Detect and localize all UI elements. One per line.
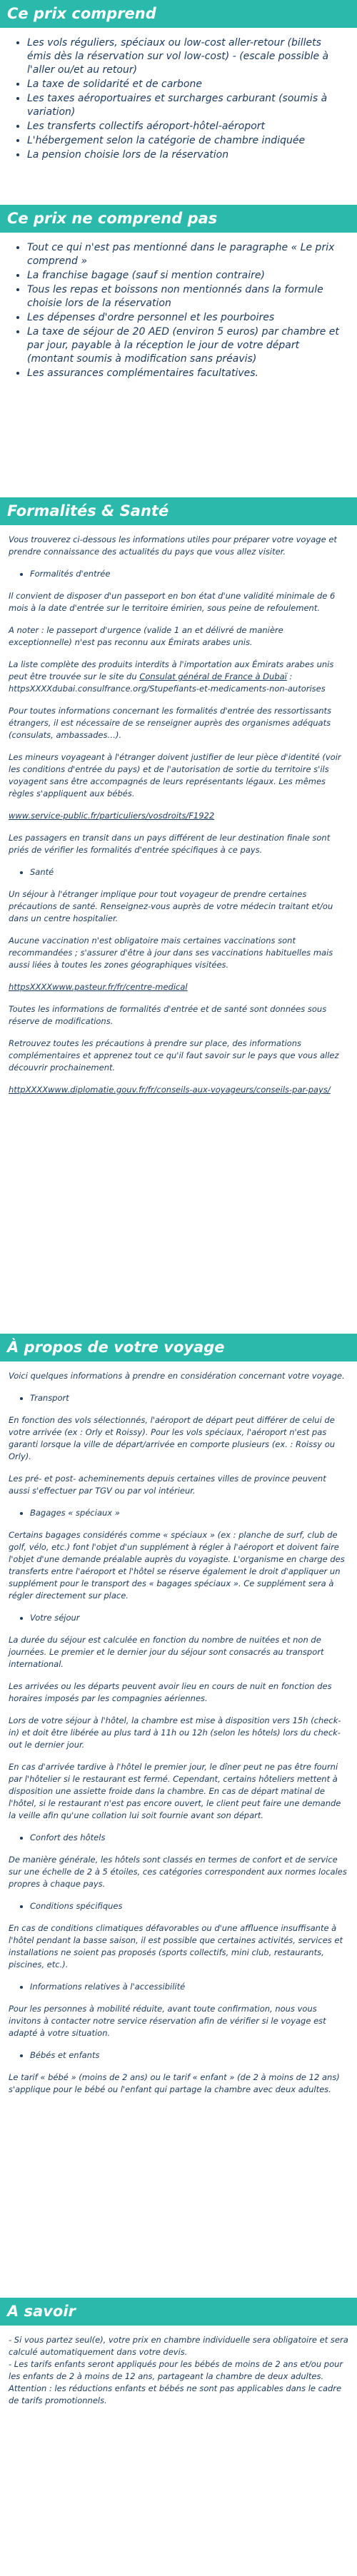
entry-formalities-subheading bbox=[9, 568, 348, 580]
about-trip-body bbox=[0, 1361, 357, 2106]
list-item: • Les dépenses d'ordre personnel et les pourboires bbox=[27, 311, 347, 325]
subheading: • Confort des hôtels bbox=[30, 1832, 348, 1844]
passport-text: Il convient de disposer d'un passeport en bon état d'une validité minimale de 6 mois à la date d'entrée sur le territoire émirien, sous peine de refoulement. bbox=[9, 591, 336, 613]
price-excludes-section bbox=[0, 205, 357, 497]
foreigners-text: Pour toutes informations concernant les formalités d'entrée des ressortissants étrangers, il est nécessaire de se renseigner auprès des organismes adéquats (consulats, ambassades…). bbox=[9, 706, 332, 740]
subheading: • Votre séjour bbox=[30, 1612, 348, 1624]
more-info-text: Retrouvez toutes les précautions à prendre sur place, des informations complémentaires et apprenez tout ce qu'il faut savoir sur le pays que vous allez découvrir prochainement. bbox=[9, 1038, 339, 1073]
good-to-know-line-1: - Si vous partez seul(e), votre prix en chambre individuelle sera obligatoire et sera calculé automatiquement dans votre devis. bbox=[9, 2335, 348, 2357]
about-trip-header: À propos de votre voyage bbox=[0, 1334, 357, 1361]
good-to-know-body bbox=[0, 2326, 357, 2407]
subheading: • Bébés et enfants bbox=[30, 2049, 348, 2062]
subheading: • Santé bbox=[30, 866, 348, 878]
transport-text: En fonction des vols sélectionnés, l'aéroport de départ peut différer de celui de votre arrivée (ex : Orly et Roissy). Pour les vols spéciaux, l'aéroport n'est pas garanti lorsque la ville de départ/arrivée en comporte plusieurs (ex. : Roissy ou Orly). bbox=[9, 1415, 336, 1461]
bagages-text: Certains bagages considérés comme « spéciaux » (ex : planche de surf, club de golf, vélo, etc.) font l'objet d'un supplément à régler à l'aéroport et doivent faire l'objet d'une demande préalable auprès du voyagiste. L'organisme en charge des transferts entre l'aéroport et l'hôtel se réserve également le droit d'appliquer un supplément pour le transport des « bagages spéciaux ». Ce supplément sera à régler directement sur place. bbox=[9, 1530, 345, 1601]
diplomatie-link[interactable]: httpXXXXwww.diplomatie.gouv.fr/fr/conseils-aux-voyageurs/conseils-par-pays/ bbox=[9, 1085, 331, 1095]
medications-text bbox=[9, 659, 348, 695]
transport-subheading bbox=[9, 1392, 348, 1404]
service-public-link[interactable]: www.service-public.fr/particuliers/vosdroits/F1922 bbox=[9, 811, 215, 821]
transit-text: Les passagers en transit dans un pays différent de leur destination finale sont priés de vérifier les formalités d'entrée spécifiques à ce pays. bbox=[9, 833, 331, 855]
sejour-subheading bbox=[9, 1612, 348, 1624]
good-to-know-section bbox=[0, 2298, 357, 2463]
list-item: • L'hébergement selon la catégorie de chambre indiquée bbox=[27, 134, 347, 148]
pasteur-link[interactable]: httpsXXXXwww.pasteur.fr/fr/centre-medical bbox=[9, 982, 188, 992]
minors-text: Les mineurs voyageant à l'étranger doivent justifier de leur pièce d'identité (voir les conditions d'entrée du pays) et de l'autorisation de sortie du territoire s'ils voyagent sans être accompagnés de leurs représentants légaux. Les mêmes règles s'appliquent aux bébés. bbox=[9, 752, 341, 798]
about-intro: Voici quelques informations à prendre en considération concernant votre voyage. bbox=[9, 1371, 345, 1381]
health-text: Un séjour à l'étranger implique pour tout voyageur de prendre certaines précautions de santé. Renseignez-vous auprès de votre médecin traitant et/ou dans un centre hospitalier. bbox=[9, 889, 333, 923]
babies-subheading bbox=[9, 2049, 348, 2062]
formalities-section bbox=[0, 497, 357, 1334]
price-includes-header: Ce prix comprend bbox=[0, 0, 357, 28]
subheading: • Transport bbox=[30, 1392, 348, 1404]
formalities-intro: Vous trouverez ci-dessous les informations utiles pour préparer votre voyage et prendre connaissance des actualités du pays que vous allez visiter. bbox=[9, 534, 337, 557]
late-arrival-text: En cas d'arrivée tardive à l'hôtel le premier jour, le dîner peut ne pas être fourni par l'hôtelier si le restaurant est fermé. Cependant, certains hôteliers mettent à disposition une assiette froide dans la chambre. En cas de départ matinal de l'hôtel, si le restaurant n'est pas encore ouvert, le client peut faire une demande la veille afin qu'une collation lui soit fournie avant son départ. bbox=[9, 1762, 341, 1820]
good-to-know-header: A savoir bbox=[0, 2298, 357, 2326]
babies-text: Le tarif « bébé » (moins de 2 ans) ou le tarif « enfant » (de 2 à moins de 12 ans) s'applique pour le bébé ou l'enfant qui partage la chambre avec deux adultes. bbox=[9, 2072, 340, 2094]
subheading: • Informations relatives à l'accessibilité bbox=[30, 1981, 348, 1993]
about-trip-section bbox=[0, 1334, 357, 2298]
confort-text: De manière générale, les hôtels sont classés en termes de confort et de service sur une échelle de 2 à 5 étoiles, ces catégories correspondent aux normes locales propres à chaque pays. bbox=[9, 1855, 347, 1889]
price-includes-section bbox=[0, 0, 357, 205]
list-item: • La franchise bagage (sauf si mention contraire) bbox=[27, 269, 347, 283]
price-includes-list bbox=[0, 28, 357, 173]
passport-note: A noter : le passeport d'urgence (valide 1 an et délivré de manière exceptionnelle) n'est pas reconnu aux Émirats arabes unis. bbox=[9, 625, 283, 647]
conditions-subheading bbox=[9, 1900, 348, 1912]
formalities-body bbox=[0, 525, 357, 1106]
sejour-text: La durée du séjour est calculée en fonction du nombre de nuitées et non de journées. Le premier et le dernier jour du séjour sont consacrés au transport international. bbox=[9, 1635, 324, 1669]
list-item: • Tout ce qui n'est pas mentionné dans le paragraphe « Le prix comprend » bbox=[27, 241, 347, 268]
list-item: • La pension choisie lors de la réservation bbox=[27, 148, 347, 162]
conditions-text: En cas de conditions climatiques défavorables ou d'une affluence insuffisante à l'hôtel pendant la basse saison, il est possible que certaines activités, services et installations ne soient pas proposés (sports collectifs, mini club, restaurants, piscines, etc.). bbox=[9, 1923, 343, 1969]
reserve-text: Toutes les informations de formalités d'entrée et de santé sont données sous réserve de modifications. bbox=[9, 1004, 327, 1026]
list-item: • La taxe de séjour de 20 AED (environ 5 euros) par chambre et par jour, payable à la réception le jour de votre départ (montant soumis à modification sans préavis) bbox=[27, 325, 347, 366]
checkin-text: Lors de votre séjour à l'hôtel, la chambre est mise à disposition vers 15h (check-in) et doit être libérée au plus tard à 11h ou 12h (selon les hôtels) lors du check-out le dernier jour. bbox=[9, 1715, 341, 1750]
medications-text-post: : httpsXXXXdubai.consulfrance.org/Stupefiants-et-medicaments-non-autorises bbox=[9, 671, 326, 694]
price-excludes-header: Ce prix ne comprend pas bbox=[0, 205, 357, 233]
pre-post-text: Les pré- et post- acheminements depuis certaines villes de province peuvent aussi s'effectuer par TGV ou par vol intérieur. bbox=[9, 1474, 326, 1496]
list-item: • Les assurances complémentaires facultatives. bbox=[27, 367, 347, 380]
confort-subheading bbox=[9, 1832, 348, 1844]
accessibility-subheading bbox=[9, 1981, 348, 1993]
subheading: • Formalités d'entrée bbox=[30, 568, 348, 580]
list-item: • Les transferts collectifs aéroport-hôtel-aéroport bbox=[27, 120, 347, 133]
consulate-link[interactable]: Consulat général de France à Dubaï bbox=[139, 671, 287, 681]
good-to-know-line-2: - Les tarifs enfants seront appliqués pour les bébés de moins de 2 ans et/ou pour les enfants de 2 à moins de 12 ans, partageant la chambre de deux adultes. Attention : les réductions enfants et bébés ne sont pas applicables dans le cadre de tarifs promotionnels. bbox=[9, 2359, 343, 2405]
list-item: • Les taxes aéroportuaires et surcharges carburant (soumis à variation) bbox=[27, 92, 347, 119]
list-item: • Tous les repas et boissons non mentionnés dans la formule choisie lors de la réservation bbox=[27, 283, 347, 310]
list-item: • Les vols réguliers, spéciaux ou low-cost aller-retour (billets émis dès la réservation sur vol low-cost) - (escale possible à l'aller ou/et au retour) bbox=[27, 36, 347, 77]
medications-text-pre: La liste complète des produits interdits à l'importation aux Émirats arabes unis peut être trouvée sur le site du bbox=[9, 659, 334, 681]
vaccines-text: Aucune vaccination n'est obligatoire mais certaines vaccinations sont recommandées ; s'assurer d'être à jour dans ses vaccinations habituelles mais aussi liées à toutes les zones géographiques visitées. bbox=[9, 935, 333, 970]
subheading: • Conditions spécifiques bbox=[30, 1900, 348, 1912]
subheading: • Bagages « spéciaux » bbox=[30, 1507, 348, 1519]
formalities-header: Formalités & Santé bbox=[0, 497, 357, 525]
list-item: • La taxe de solidarité et de carbone bbox=[27, 78, 347, 91]
bagages-subheading bbox=[9, 1507, 348, 1519]
health-subheading bbox=[9, 866, 348, 878]
price-excludes-list bbox=[0, 233, 357, 391]
arrivals-text: Les arrivées ou les départs peuvent avoir lieu en cours de nuit en fonction des horaires imposés par les compagnies aériennes. bbox=[9, 1681, 332, 1703]
accessibility-text: Pour les personnes à mobilité réduite, avant toute confirmation, nous vous invitons à contacter notre service réservation afin de vérifier si le voyage est adapté à votre situation. bbox=[9, 2004, 326, 2038]
